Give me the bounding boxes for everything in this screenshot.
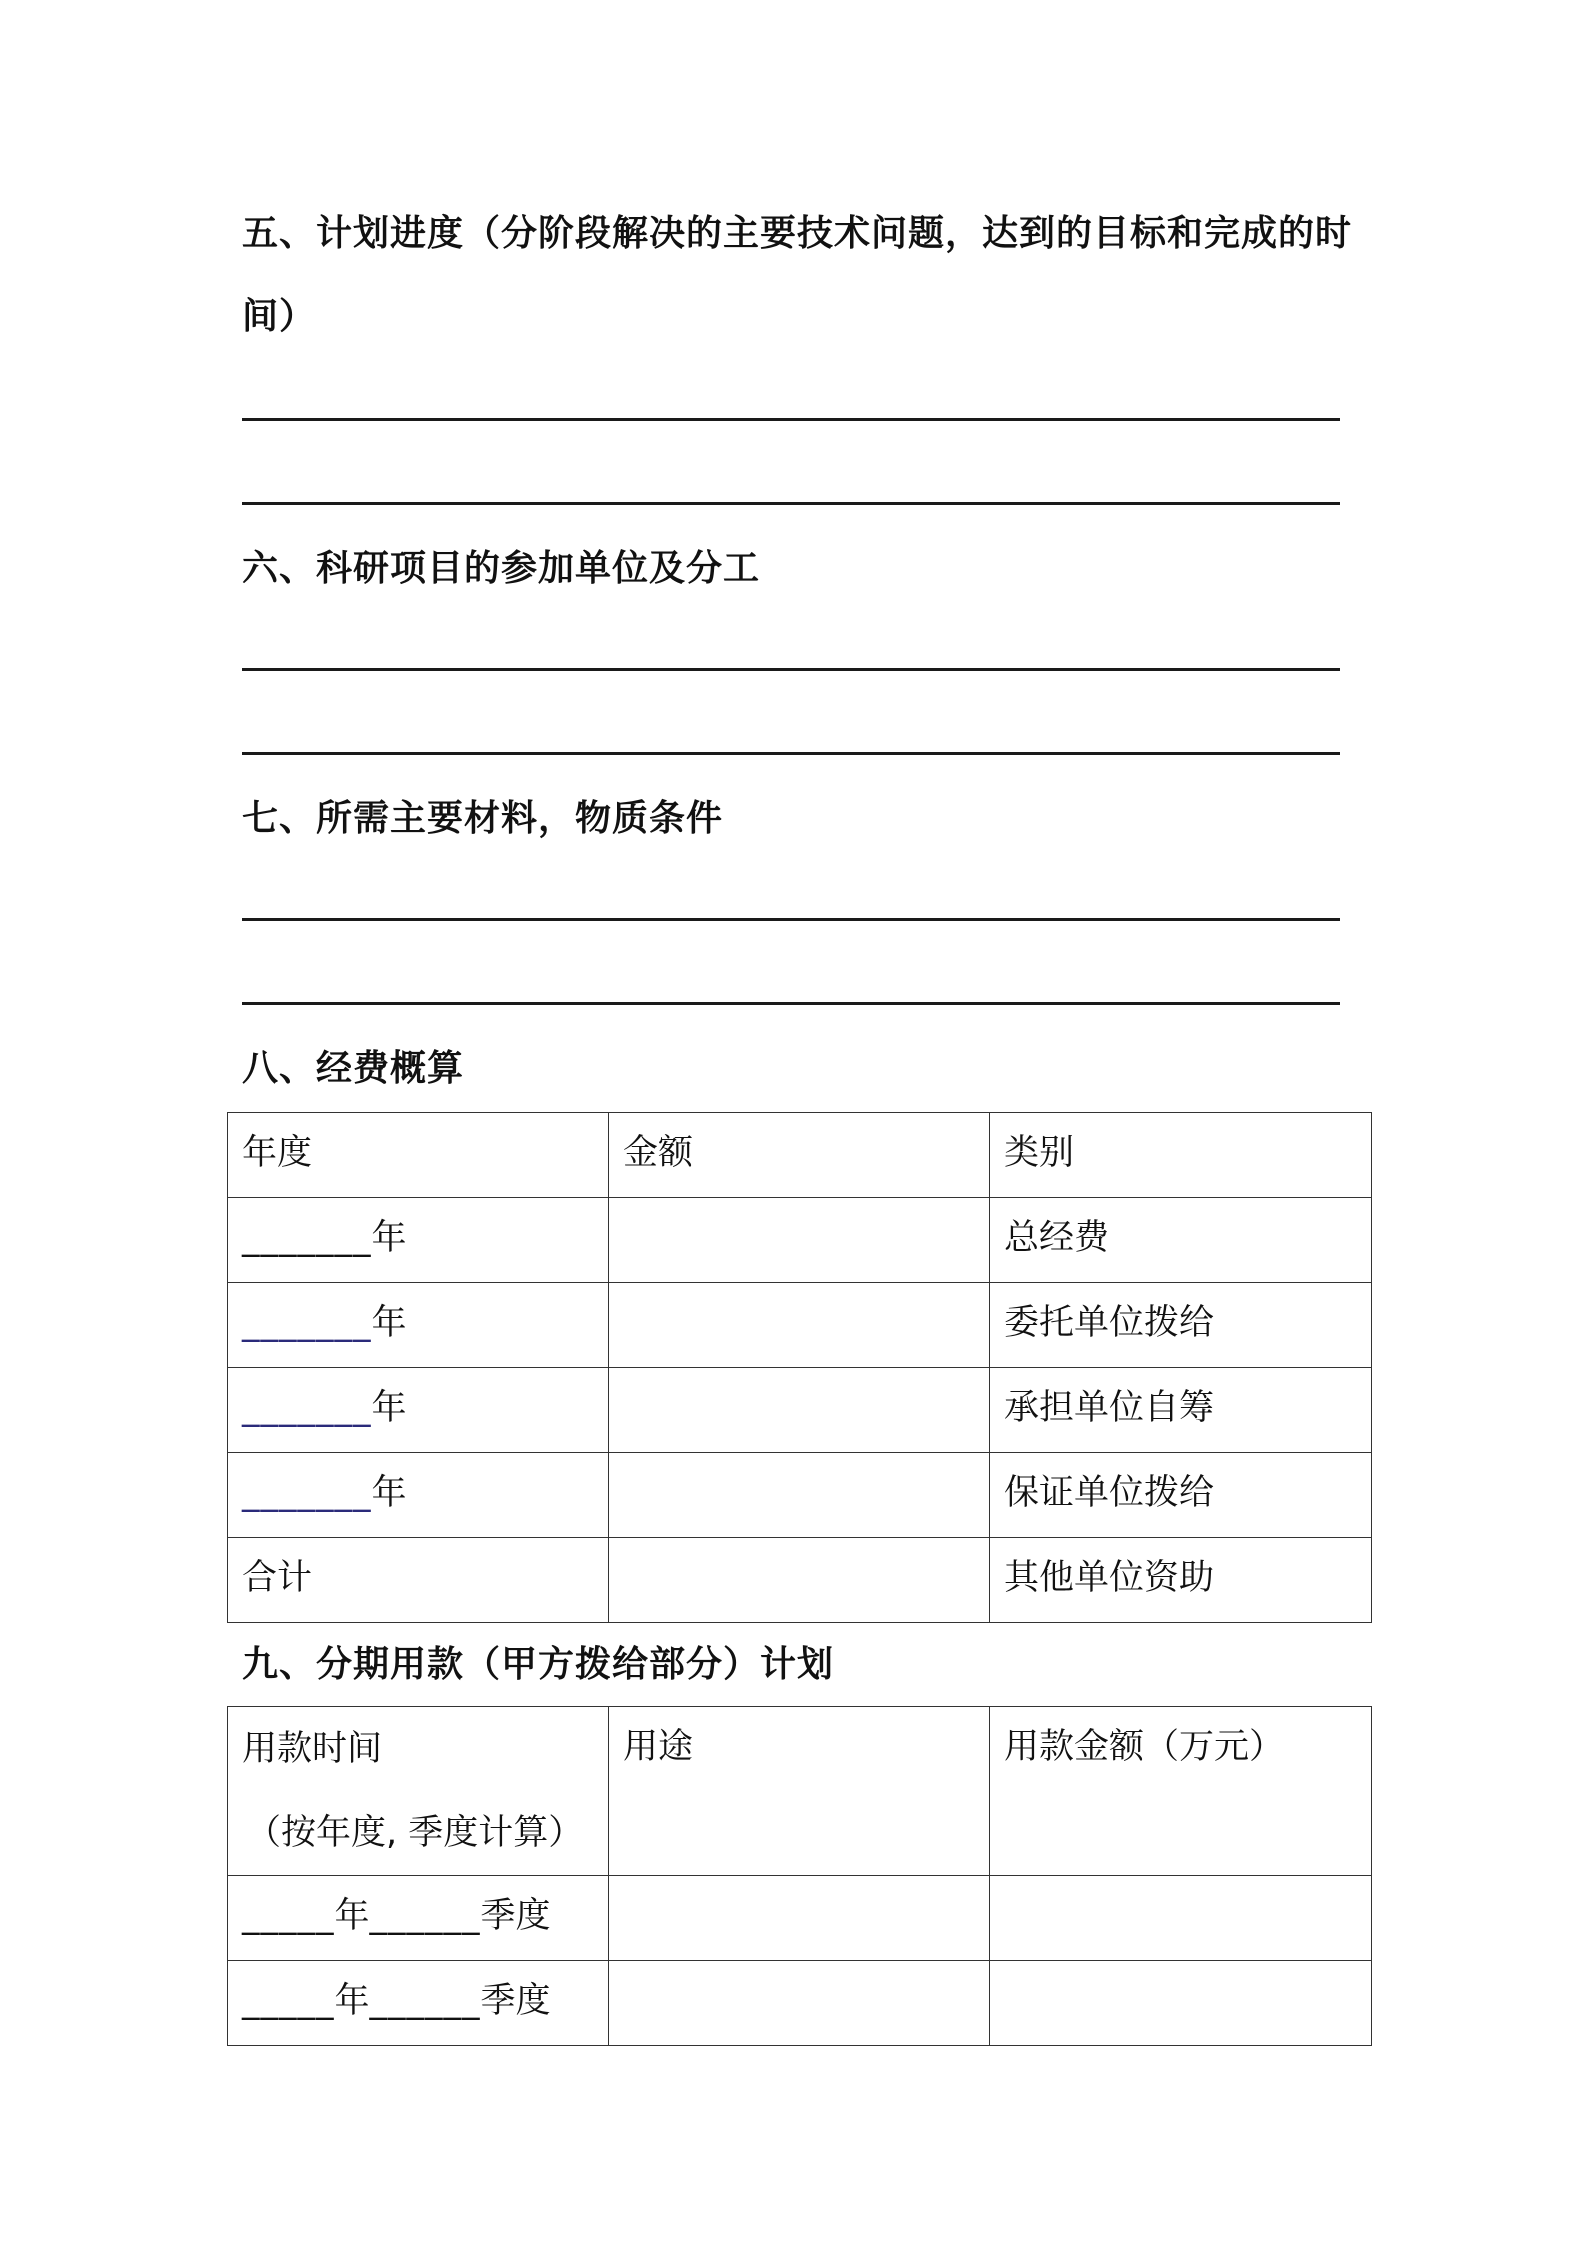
header-category: 类别 bbox=[990, 1113, 1372, 1198]
year-label: 年 bbox=[334, 1981, 370, 2021]
quarter-label: 季度 bbox=[480, 1896, 551, 1936]
header-amount: 用款金额（万元） bbox=[990, 1707, 1372, 1876]
header-use: 用途 bbox=[609, 1707, 990, 1876]
time-cell[interactable] bbox=[228, 1876, 609, 1961]
schedule-row bbox=[228, 1876, 1372, 1961]
section5-answer-line-2[interactable] bbox=[242, 502, 1340, 505]
amount-cell[interactable] bbox=[609, 1538, 990, 1623]
section7-heading: 七、所需主要材料，物质条件 bbox=[242, 798, 724, 839]
category-cell: 委托单位拨给 bbox=[990, 1283, 1372, 1368]
budget-row bbox=[228, 1453, 1372, 1538]
use-cell[interactable] bbox=[609, 1876, 990, 1961]
time-cell[interactable] bbox=[228, 1961, 609, 2046]
header-amount: 金额 bbox=[609, 1113, 990, 1198]
amount-cell[interactable] bbox=[609, 1453, 990, 1538]
year-suffix: 年 bbox=[371, 1218, 407, 1258]
header-year: 年度 bbox=[228, 1113, 609, 1198]
section5-answer-line-1[interactable] bbox=[242, 418, 1340, 421]
section6-heading: 六、科研项目的参加单位及分工 bbox=[242, 548, 761, 589]
schedule-header-row bbox=[228, 1707, 1372, 1876]
year-suffix: 年 bbox=[371, 1388, 407, 1428]
amount-cell[interactable] bbox=[609, 1283, 990, 1368]
year-cell[interactable] bbox=[228, 1453, 609, 1538]
section7-answer-line-1[interactable] bbox=[242, 918, 1340, 921]
year-cell[interactable] bbox=[228, 1198, 609, 1283]
budget-row bbox=[228, 1368, 1372, 1453]
section5-heading-line2: 间） bbox=[242, 296, 317, 337]
amount-cell[interactable] bbox=[990, 1876, 1372, 1961]
schedule-row bbox=[228, 1961, 1372, 2046]
year-blank[interactable]: _____ bbox=[242, 1896, 335, 1936]
header-time bbox=[228, 1707, 609, 1876]
amount-cell[interactable] bbox=[990, 1961, 1372, 2046]
payment-schedule-table bbox=[227, 1706, 1372, 2046]
quarter-blank[interactable]: ______ bbox=[369, 1896, 481, 1936]
amount-cell[interactable] bbox=[609, 1198, 990, 1283]
category-cell: 其他单位资助 bbox=[990, 1538, 1372, 1623]
amount-cell[interactable] bbox=[609, 1368, 990, 1453]
category-cell: 承担单位自筹 bbox=[990, 1368, 1372, 1453]
year-suffix: 年 bbox=[371, 1303, 407, 1343]
year-suffix: 年 bbox=[371, 1473, 407, 1513]
category-cell: 总经费 bbox=[990, 1198, 1372, 1283]
section9-heading: 九、分期用款（甲方拨给部分）计划 bbox=[242, 1644, 835, 1685]
section5-heading-line1: 五、计划进度（分阶段解决的主要技术问题，达到的目标和完成的时 bbox=[242, 213, 1353, 254]
section7-answer-line-2[interactable] bbox=[242, 1002, 1340, 1005]
year-label: 年 bbox=[334, 1896, 370, 1936]
year-blank[interactable]: _______ bbox=[242, 1473, 372, 1513]
quarter-label: 季度 bbox=[480, 1981, 551, 2021]
budget-row bbox=[228, 1198, 1372, 1283]
budget-table bbox=[227, 1112, 1372, 1623]
year-blank[interactable]: _______ bbox=[242, 1303, 372, 1343]
year-blank[interactable]: _______ bbox=[242, 1218, 372, 1258]
total-label: 合计 bbox=[228, 1538, 609, 1623]
section6-answer-line-2[interactable] bbox=[242, 752, 1340, 755]
section8-heading: 八、经费概算 bbox=[242, 1048, 465, 1089]
use-cell[interactable] bbox=[609, 1961, 990, 2046]
section6-answer-line-1[interactable] bbox=[242, 668, 1340, 671]
budget-header-row bbox=[228, 1113, 1372, 1198]
header-time-note: （按年度, 季度计算） bbox=[246, 1813, 584, 1853]
header-time-label: 用款时间 bbox=[242, 1729, 383, 1769]
year-blank[interactable]: _____ bbox=[242, 1981, 335, 2021]
budget-total-row bbox=[228, 1538, 1372, 1623]
category-cell: 保证单位拨给 bbox=[990, 1453, 1372, 1538]
quarter-blank[interactable]: ______ bbox=[369, 1981, 481, 2021]
year-cell[interactable] bbox=[228, 1283, 609, 1368]
budget-row bbox=[228, 1283, 1372, 1368]
year-blank[interactable]: _______ bbox=[242, 1388, 372, 1428]
year-cell[interactable] bbox=[228, 1368, 609, 1453]
